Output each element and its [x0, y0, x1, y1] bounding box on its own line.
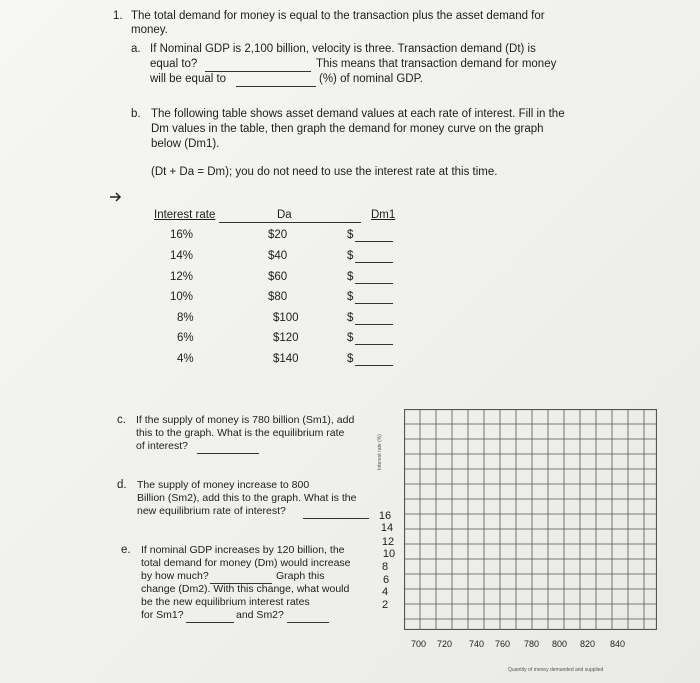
part-d-line1: The supply of money increase to 800 — [137, 479, 310, 491]
dm-input[interactable] — [355, 332, 393, 345]
part-e-label: e. — [121, 544, 131, 556]
x-tick: 840 — [610, 639, 626, 649]
part-b-label: b. — [131, 108, 141, 120]
part-b-line4: (Dt + Da = Dm); you do not need to use the interest rate at this time. — [151, 166, 498, 178]
answer-blank-dt[interactable] — [205, 57, 311, 72]
dm-input[interactable] — [355, 291, 393, 304]
part-c-line1: If the supply of money is 780 billion (Sm1), add — [136, 414, 355, 426]
part-e-line1: If nominal GDP increases by 120 billion, the — [141, 544, 345, 556]
y-tick: 12 — [381, 536, 395, 548]
part-a-label: a. — [131, 43, 141, 55]
pen-mark-icon — [108, 190, 122, 204]
header-da: Da — [277, 209, 292, 221]
header-rule — [219, 222, 361, 223]
question-text-line2: money. — [131, 24, 168, 36]
answer-blank-equilibrium-c[interactable] — [197, 439, 259, 454]
part-d-label: d. — [117, 479, 127, 491]
part-a-line3-left: will be equal to — [150, 73, 227, 85]
part-c-line3: of interest? — [136, 440, 188, 452]
y-tick: 16 — [378, 510, 392, 522]
answer-blank-equilibrium-d[interactable] — [303, 504, 369, 519]
x-tick: 780 — [524, 639, 540, 649]
part-a-line1: If Nominal GDP is 2,100 billion, velocity is three. Transaction demand (Dt) is — [150, 43, 536, 55]
part-e-line6-b: and Sm2? — [236, 609, 284, 621]
x-tick: 760 — [495, 639, 511, 649]
part-b-line3: below (Dm1). — [151, 138, 220, 150]
part-e-line3-right: Graph this — [276, 570, 325, 582]
part-d-line2: Billion (Sm2), add this to the graph. What is the — [137, 492, 357, 504]
x-tick: 800 — [552, 639, 568, 649]
y-tick: 4 — [381, 586, 389, 598]
part-e-line2: total demand for money (Dm) would increase — [141, 557, 351, 569]
worksheet-page: 1. The total demand for money is equal to the transaction plus the asset demand for money. a. If Nominal GDP is 2,100 billion, velocity is three. Transaction demand (Dt) is equal to? This means that transaction demand for money will be equal to (%) of nominal GDP. b. The following table shows asset demand values at each rate of interest. Fill in the Dm values in the table, then graph the demand for money curve on the graph below (Dm1). (Dt + Da = Dm); you do not need to use the interest rate at this time. Interest rate Da Dm1 16% $20 $ 14% $40 $ 12% $60 $ 10% $80 $ 8% $100 $ 6% $120 $ 4% $140 $ c. If the supply of money is 780 billion (Sm1), add this to the graph. What is the equilibrium rate of interest? d. The supply of money increase to 800 Billion (Sm2), add this to the graph. What is the new equilibrium rate of interest? e. If nominal GDP increases by 120 billion, the total demand for money (Dm) would increase by how much? Graph this change (Dm2). With this change, what would be the new equilibrium interest rates for Sm1? and Sm2? Interest rate (%) 16 14 12 10 8 6 4 2 700 720 740 760 780 800 820 840 Quantity of money demanded and supplied — [0, 0, 700, 683]
dm-input[interactable] — [355, 312, 393, 325]
part-b-line1: The following table shows asset demand values at each rate of interest. Fill in the — [151, 108, 565, 120]
answer-blank-percent[interactable] — [236, 72, 316, 87]
x-axis-title: Quantity of money demanded and supplied — [508, 667, 604, 673]
part-e-line4: change (Dm2). With this change, what would — [141, 583, 350, 595]
part-b-line2: Dm values in the table, then graph the demand for money curve on the graph — [151, 123, 544, 135]
graph-grid[interactable] — [404, 409, 657, 630]
part-d-line3: new equilibrium rate of interest? — [137, 505, 286, 517]
header-interest-rate: Interest rate — [154, 209, 216, 221]
x-tick: 700 — [411, 639, 427, 649]
y-tick: 10 — [382, 548, 396, 560]
dm-input[interactable] — [355, 250, 393, 263]
x-tick: 720 — [437, 639, 453, 649]
part-e-line3-left: by how much? — [141, 570, 209, 582]
answer-blank-sm1[interactable] — [186, 608, 234, 623]
y-tick: 14 — [380, 522, 394, 534]
y-axis-title: Interest rate (%) — [377, 434, 383, 470]
part-c-label: c. — [117, 414, 126, 426]
y-tick: 2 — [381, 599, 389, 611]
part-e-line5: be the new equilibrium interest rates — [141, 596, 310, 608]
question-number: 1. — [113, 10, 123, 22]
header-dm1: Dm1 — [371, 209, 396, 221]
dm-input[interactable] — [355, 229, 393, 242]
x-tick: 820 — [580, 639, 596, 649]
dm-input[interactable] — [355, 271, 393, 284]
part-a-line3-right: (%) of nominal GDP. — [319, 73, 423, 85]
y-tick: 8 — [381, 561, 389, 573]
part-c-line2: this to the graph. What is the equilibrium rate — [136, 427, 345, 439]
part-a-line2-right: This means that transaction demand for money — [316, 58, 557, 70]
y-tick: 6 — [382, 574, 390, 586]
dm-input[interactable] — [355, 353, 393, 366]
part-a-line2-left: equal to? — [150, 58, 198, 70]
part-e-line6-a: for Sm1? — [141, 609, 184, 621]
x-tick: 740 — [469, 639, 485, 649]
question-text-line1: The total demand for money is equal to the transaction plus the asset demand for — [131, 10, 545, 22]
answer-blank-sm2[interactable] — [287, 608, 329, 623]
